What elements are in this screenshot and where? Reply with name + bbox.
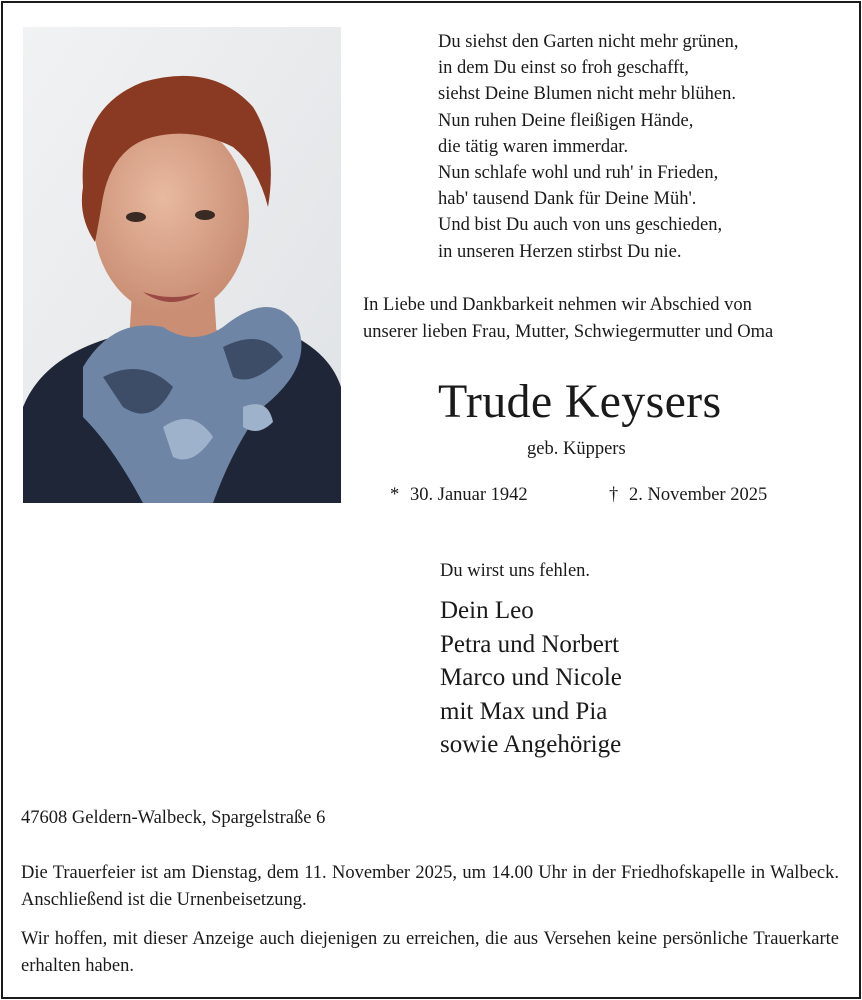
poem-line: siehst Deine Blumen nicht mehr blühen. [438, 84, 736, 105]
poem-line: in unseren Herzen stirbst Du nie. [438, 241, 682, 262]
family-member: sowie Angehörige [440, 731, 622, 758]
death-cross-icon: † [609, 485, 619, 505]
birth-date: 30. Januar 1942 [410, 485, 528, 505]
birth-star-icon: * [390, 485, 400, 505]
poem-line: Nun schlafe wohl und ruh' in Frieden, [438, 163, 719, 184]
portrait-photo [23, 27, 341, 503]
poem-line: die tätig waren immerdar. [438, 136, 629, 157]
poem-line: Und bist Du auch von uns geschieden, [438, 215, 723, 236]
closing-line: Du wirst uns fehlen. [440, 561, 591, 581]
poem-line: in dem Du einst so froh geschafft, [438, 58, 689, 79]
death-line [609, 485, 767, 506]
funeral-notice: Die Trauerfeier ist am Dienstag, dem 11. November 2025, um 14.00 Uhr in der Friedhofskapelle in Walbeck. Anschließend ist die Urnenbeisetzung. [21, 863, 839, 910]
poem-line: Du siehst den Garten nicht mehr grünen, [438, 32, 739, 52]
family-signatures [440, 594, 622, 762]
death-date: 2. November 2025 [629, 485, 768, 505]
farewell-line: In Liebe und Dankbarkeit nehmen wir Abschied von [363, 295, 752, 315]
birth-line [390, 485, 528, 506]
farewell-text [363, 292, 773, 345]
card-notice: Wir hoffen, mit dieser Anzeige auch diejenigen zu erreichen, die aus Versehen keine persönliche Trauerkarte erhalten haben. [21, 929, 839, 976]
family-member: Petra und Norbert [440, 630, 620, 658]
family-member: mit Max und Pia [440, 697, 608, 725]
farewell-line: unserer lieben Frau, Mutter, Schwiegermutter und Oma [363, 321, 774, 342]
poem-line: Nun ruhen Deine fleißigen Hände, [438, 110, 694, 131]
family-member: Marco und Nicole [440, 664, 622, 691]
poem [438, 29, 739, 265]
deceased-name: Trude Keysers [438, 375, 722, 428]
address: 47608 Geldern-Walbeck, Spargelstraße 6 [21, 808, 326, 828]
maiden-name: geb. Küppers [527, 439, 626, 459]
family-member: Dein Leo [440, 597, 534, 624]
poem-line: hab' tausend Dank für Deine Müh'. [438, 189, 697, 210]
